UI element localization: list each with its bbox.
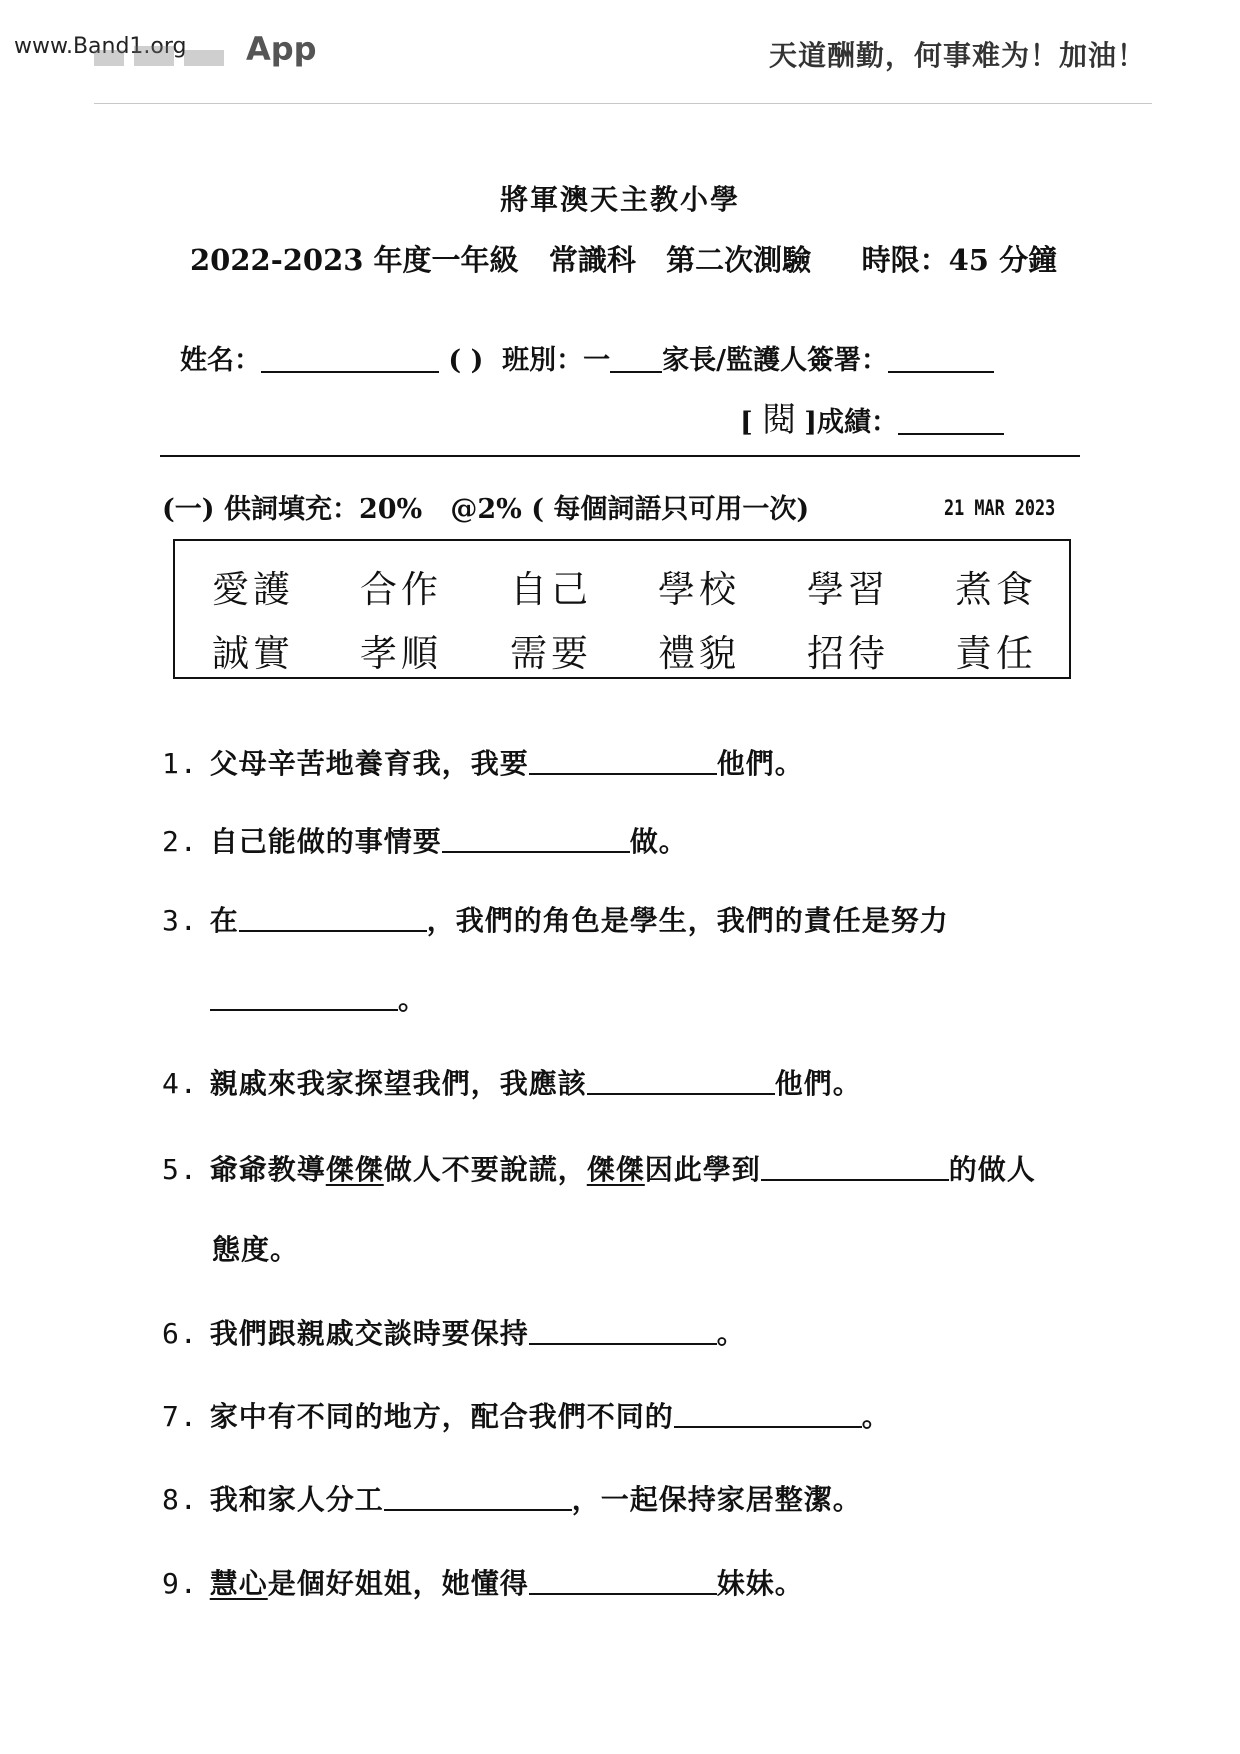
question-text: 。: [716, 1317, 746, 1350]
question-2: [162, 820, 688, 860]
person-name: 慧心: [209, 1567, 268, 1600]
question-number: 6.: [162, 1317, 198, 1350]
question-text: 在: [209, 904, 239, 937]
question-number: 1.: [162, 747, 198, 780]
question-9: [162, 1562, 804, 1602]
class-number-label: ( ): [448, 345, 484, 376]
answer-blank[interactable]: [529, 1571, 717, 1595]
guardian-signature-blank: [888, 351, 994, 373]
word-bank-item: 孝順: [360, 632, 442, 675]
question-number: 2.: [162, 825, 198, 858]
question-8: [162, 1478, 862, 1518]
answer-blank[interactable]: [761, 1157, 949, 1181]
question-text: 親戚來我家探望我們，我應該: [209, 1067, 587, 1100]
word-bank-item: 學校: [658, 568, 740, 611]
question-1: [162, 742, 804, 782]
question-text: 父母辛苦地養育我，我要: [209, 747, 529, 780]
question-4: [162, 1062, 862, 1102]
answer-blank[interactable]: [384, 1487, 572, 1511]
word-bank-item: 招待: [807, 632, 889, 675]
section-heading: (一) 供詞填充：20% @2% ( 每個詞語只可用一次): [162, 494, 810, 525]
word-bank-item: 禮貌: [658, 632, 740, 675]
date-stamp: 21 MAR 2023: [944, 496, 1056, 520]
question-text: 態度。: [212, 1233, 300, 1266]
question-text: 他們。: [716, 747, 804, 780]
question-text: 自己能做的事情要: [209, 825, 442, 858]
class-blank: [610, 351, 662, 373]
answer-blank[interactable]: [529, 1321, 717, 1345]
question-3: [162, 899, 949, 939]
word-bank-item: 學習: [807, 568, 889, 611]
question-7: [162, 1395, 891, 1435]
marked-stamp-open: [: [740, 407, 753, 438]
question-text: 做。: [629, 825, 688, 858]
question-text: 因此學到: [644, 1153, 761, 1186]
question-text: 。: [398, 983, 428, 1016]
question-text: 做人不要說謊，: [383, 1153, 587, 1186]
question-text: ，我們的角色是學生，我們的責任是努力: [426, 904, 949, 937]
word-bank-item: 需要: [510, 632, 592, 675]
answer-blank[interactable]: [529, 751, 717, 775]
class-label: 班別：一: [502, 345, 611, 376]
guardian-signature-label: 家長/監護人簽署：: [662, 345, 889, 376]
score-blank: [898, 413, 1004, 435]
question-number: 5.: [162, 1153, 198, 1186]
marked-stamp-close: ]: [804, 407, 817, 438]
student-info-row: [180, 338, 994, 377]
person-name: 傑傑: [586, 1153, 645, 1186]
question-text: 他們。: [774, 1067, 862, 1100]
question-5-line-2: [212, 1228, 299, 1268]
watermark-url: www.Band1.org: [14, 34, 187, 59]
word-bank-item: 愛護: [212, 568, 294, 611]
question-text: 。: [861, 1400, 891, 1433]
answer-blank[interactable]: [210, 987, 398, 1011]
school-name: 將軍澳天主教小學: [499, 183, 740, 216]
question-number: 4.: [162, 1067, 198, 1100]
question-5: [162, 1148, 1036, 1188]
question-3-line-2: [210, 978, 427, 1018]
header-divider: [94, 103, 1152, 104]
question-text: 妹妹。: [716, 1567, 804, 1600]
answer-blank[interactable]: [239, 908, 427, 932]
question-number: 8.: [162, 1483, 198, 1516]
score-row: [740, 392, 1004, 441]
question-text: 的做人: [948, 1153, 1036, 1186]
question-number: 7.: [162, 1400, 198, 1433]
answer-blank[interactable]: [442, 829, 630, 853]
question-text: 我們跟親戚交談時要保持: [209, 1317, 529, 1350]
word-bank-item: 自己: [510, 568, 592, 611]
person-name: 傑傑: [325, 1153, 384, 1186]
marked-stamp: 閱: [762, 400, 805, 440]
word-bank-item: 煮食: [955, 568, 1037, 611]
question-6: [162, 1312, 746, 1352]
title-divider: [160, 455, 1080, 457]
question-number: 9.: [162, 1567, 198, 1600]
name-label: 姓名：: [180, 345, 261, 376]
question-text: 是個好姐姐，她懂得: [267, 1567, 529, 1600]
word-bank-box: [173, 539, 1071, 679]
question-text: 我和家人分工: [209, 1483, 384, 1516]
word-bank-item: 責任: [955, 632, 1037, 675]
exam-info: 2022-2023 年度一年級 常識科 第二次測驗 時限：45 分鐘: [190, 243, 1058, 277]
answer-blank[interactable]: [587, 1071, 775, 1095]
question-number: 3.: [162, 904, 198, 937]
answer-blank[interactable]: [674, 1404, 862, 1428]
question-text: 爺爺教導: [209, 1153, 326, 1186]
score-label: 成績：: [816, 407, 898, 438]
app-logo-icon: [94, 44, 234, 70]
word-bank-item: 合作: [360, 568, 442, 611]
name-blank: [261, 351, 439, 373]
app-label: App: [246, 30, 317, 68]
word-bank-item: 誠實: [212, 632, 294, 675]
question-text: ，一起保持家居整潔。: [571, 1483, 862, 1516]
slogan: 天道酬勤，何事难为！加油！: [768, 39, 1146, 72]
question-text: 家中有不同的地方，配合我們不同的: [209, 1400, 674, 1433]
